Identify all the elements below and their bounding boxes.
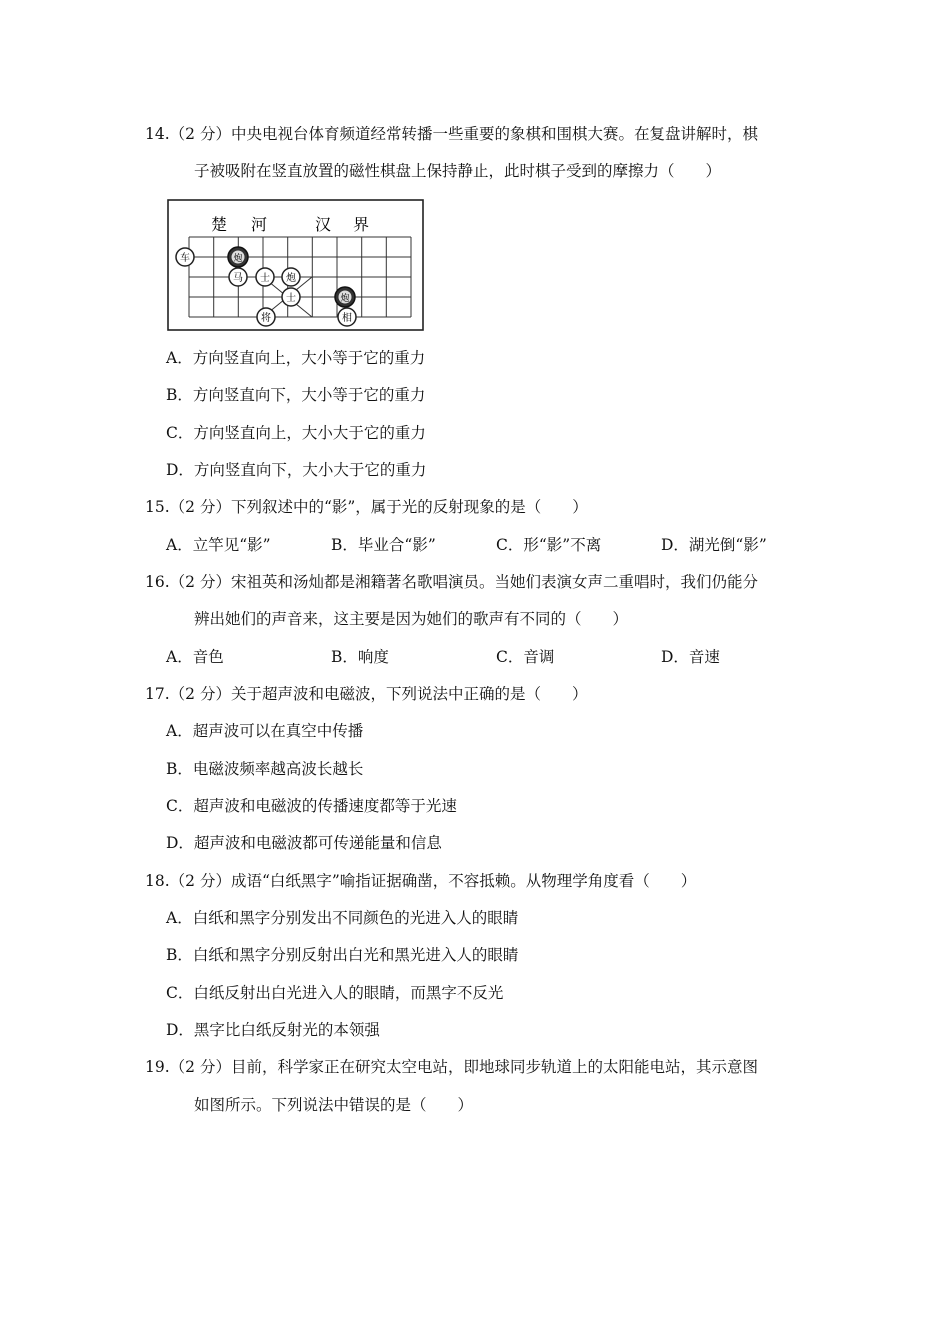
q15-line1: 15.（2 分）下列叙述中的“影”，属于光的反射现象的是（ ） — [145, 498, 588, 516]
q16-option-b: B．响度 — [331, 648, 389, 666]
river-label-1: 楚 — [211, 215, 228, 234]
q16-options — [166, 647, 826, 667]
q14-score: （2 分） — [169, 125, 231, 143]
q16-score: （2 分） — [169, 573, 231, 591]
q17-score: （2 分） — [169, 685, 231, 703]
q14-number: 14. — [145, 125, 170, 143]
piece-shi-2 — [282, 288, 300, 306]
q19-number: 19. — [145, 1058, 170, 1076]
svg-text:将: 将 — [261, 313, 271, 324]
piece-pao — [282, 268, 300, 286]
q15-number: 15. — [145, 498, 170, 516]
svg-text:车: 车 — [180, 253, 190, 264]
q17-line1: 17.（2 分）关于超声波和电磁波，下列说法中正确的是（ ） — [145, 685, 588, 703]
piece-pao-dark-2 — [335, 287, 355, 307]
piece-che — [176, 248, 194, 266]
q19-score: （2 分） — [169, 1058, 231, 1076]
q18-line1: 18.（2 分）成语“白纸黑字”喻指证据确凿，不容抵赖。从物理学角度看（ ） — [145, 872, 697, 890]
river-label-2: 河 — [251, 215, 268, 234]
q17-option-d: D．超声波和电磁波都可传递能量和信息 — [166, 834, 442, 852]
svg-text:士: 士 — [286, 293, 296, 304]
svg-text:士: 士 — [260, 273, 270, 284]
q18-option-c: C．白纸反射出白光进入人的眼睛，而黑字不反光 — [166, 984, 504, 1002]
q15-options — [166, 535, 826, 555]
figure-frame — [168, 200, 423, 330]
svg-text:相: 相 — [342, 313, 352, 324]
q15-score: （2 分） — [169, 498, 231, 516]
svg-text:炮: 炮 — [340, 294, 350, 304]
piece-shi-1 — [256, 268, 274, 286]
piece-ma — [229, 268, 247, 286]
q16-option-c: C．音调 — [496, 648, 555, 666]
svg-text:马: 马 — [233, 273, 243, 284]
q17-option-a: A．超声波可以在真空中传播 — [166, 722, 364, 740]
q14-option-c: C．方向竖直向上，大小大于它的重力 — [166, 424, 426, 442]
q18-option-d: D．黑字比白纸反射光的本领强 — [166, 1021, 380, 1039]
q18-number: 18. — [145, 872, 170, 890]
piece-jiang — [257, 308, 275, 326]
q15-option-c: C．形“影”不离 — [496, 536, 602, 554]
q19-line2: 如图所示。下列说法中错误的是（ ） — [194, 1096, 474, 1114]
q15-option-d: D．湖光倒“影” — [661, 536, 767, 554]
q15-option-b: B．毕业合“影” — [331, 536, 436, 554]
piece-pao-dark — [228, 247, 248, 267]
q17-option-c: C．超声波和电磁波的传播速度都等于光速 — [166, 797, 457, 815]
river-label-3: 汉 — [315, 215, 332, 234]
q14-option-d: D．方向竖直向下，大小大于它的重力 — [166, 461, 427, 479]
q16-option-d: D．音速 — [661, 648, 720, 666]
river-label-4: 界 — [353, 215, 370, 234]
q18-option-b: B．白纸和黑字分别反射出白光和黑光进入人的眼睛 — [166, 946, 519, 964]
chess-board-figure — [167, 199, 425, 332]
q14-line1: 14.（2 分）中央电视台体育频道经常转播一些重要的象棋和围棋大赛。在复盘讲解时，棋 — [145, 125, 758, 143]
q17-number: 17. — [145, 685, 170, 703]
q17-option-b: B．电磁波频率越高波长越长 — [166, 760, 364, 778]
q14-line2: 子被吸附在竖直放置的磁性棋盘上保持静止，此时棋子受到的摩擦力（ ） — [194, 162, 722, 180]
q15-option-a: A．立竿见“影” — [166, 536, 271, 554]
q16-number: 16. — [145, 573, 170, 591]
q16-option-a: A．音色 — [166, 648, 224, 666]
q16-line2: 辨出她们的声音来，这主要是因为她们的歌声有不同的（ ） — [194, 610, 629, 628]
q16-line1: 16.（2 分）宋祖英和汤灿都是湘籍著名歌唱演员。当她们表演女声二重唱时，我们仍能分 — [145, 573, 758, 591]
q14-option-b: B．方向竖直向下，大小等于它的重力 — [166, 386, 426, 404]
q19-line1: 19.（2 分）目前，科学家正在研究太空电站，即地球同步轨道上的太阳能电站，其示意图 — [145, 1058, 758, 1076]
q14-option-a: A．方向竖直向上，大小等于它的重力 — [166, 349, 426, 367]
q18-option-a: A．白纸和黑字分别发出不同颜色的光进入人的眼睛 — [166, 909, 519, 927]
svg-text:炮: 炮 — [286, 273, 296, 284]
svg-text:炮: 炮 — [233, 254, 243, 264]
q18-score: （2 分） — [169, 872, 231, 890]
piece-xiang — [338, 308, 356, 326]
